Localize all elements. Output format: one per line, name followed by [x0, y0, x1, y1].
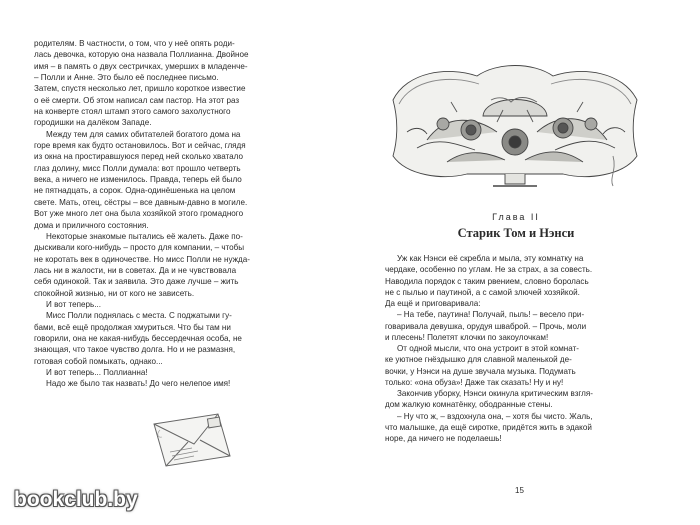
- left-line: горе время как будто остановилось. Вот и сейчас, глядя: [34, 141, 246, 151]
- left-line: не коротать век в одиночестве. Но мисс Полли не нуждa-: [34, 254, 250, 264]
- left-line: века, а ничего не изменилось. Правда, теперь ей было: [34, 175, 242, 185]
- chapter-title: Старик Том и Нэнси: [457, 226, 575, 240]
- right-line: не с пылью и паутиной, а с самой злючей хозяйкой.: [385, 287, 580, 297]
- page-number: 15: [515, 486, 524, 495]
- left-line: не пятнадцать, а сорок. Одна-одинёшенька на целом: [34, 186, 236, 196]
- left-line: лась девочка, которую она назвала Поллианна. Двойное: [34, 50, 249, 60]
- left-line: спокойной жизнью, ни от кого не зависеть.: [34, 288, 195, 298]
- right-line: норе, да ничего не поделаешь!: [385, 434, 502, 443]
- right-line: только: «она обуза»! Даже так сказать! Ну и ну!: [385, 377, 564, 387]
- right-line: дом жалкую комнатёнку, ободранные стены.: [385, 400, 553, 410]
- left-line: родителям. В частности, о том, что у неё опять роди-: [34, 39, 235, 48]
- right-line: Уж как Нэнси её скребла и мыла, эту комнатку на: [397, 254, 584, 263]
- left-line: И вот теперь...: [46, 299, 102, 309]
- chapter-number: Глава II: [492, 212, 540, 222]
- left-line: Затем, спустя несколько лет, пришло короткое известие: [34, 84, 246, 94]
- left-line: дыскивали кого-нибудь – просто для компании, – чтобы: [34, 243, 245, 253]
- right-line: чердаке, особенно по углам. Не за страх, а за совесть.: [385, 265, 593, 275]
- left-page: [34, 38, 320, 390]
- left-line: Некоторые знакомые пытались её жалеть. Даже по-: [46, 231, 243, 241]
- right-line: говаривала девушка, орудуя шваброй. – Прочь, моли: [385, 321, 587, 331]
- right-page: [385, 253, 665, 444]
- flower-bouquet-illustration: [387, 52, 643, 192]
- right-line: Да ещё и приговаривала:: [385, 299, 481, 308]
- left-line: глаз долину, мисс Полли думала: вот прошло четверть: [34, 163, 241, 173]
- right-line: Наводила порядок с таким рвением, словно боролась: [385, 276, 589, 286]
- left-line: на конверте стоял штамп этого самого захолустного: [34, 107, 231, 117]
- left-line: о её смерти. Об этом написал сам пастор. На этот раз: [34, 95, 240, 105]
- left-line: имя – в память о двух сестричках, умерших в младенче-: [34, 61, 248, 71]
- left-line: И вот теперь... Поллианна!: [46, 367, 148, 377]
- left-line: говорили, она не какая-нибудь бессердечная особа, не: [34, 333, 242, 343]
- left-line: бами, всё ещё продолжая хмуриться. Что бы там ни: [34, 322, 231, 332]
- left-line: Вот уже много лет она была хозяйкой этого громадного: [34, 209, 244, 219]
- left-line: себя одинокой. Так и заявила. Это даже лучше – жить: [34, 277, 239, 287]
- right-line: Закончив уборку, Нэнси окинула критическим взгля-: [397, 389, 593, 398]
- right-line: – На тебе, паутина! Получай, пыль! – весело при-: [397, 310, 585, 320]
- left-line: Надо же было так назвать! До чего нелепое имя!: [46, 379, 231, 389]
- left-line: – Полли и Анне. Это было её последнее письмо.: [34, 73, 219, 83]
- left-line: дома и приличного состояния.: [34, 220, 149, 230]
- right-line: – Ну что ж, – вздохнула она, – хотя бы чисто. Жаль,: [397, 411, 593, 421]
- envelope-icon: [148, 404, 238, 474]
- watermark: bookclub.by: [14, 488, 138, 511]
- left-line: лась ни в жалости, ни в советах. Да и не чувствовала: [34, 265, 237, 275]
- left-line: готовая собой помыкать, однако...: [34, 356, 163, 366]
- left-line: знающая, что такое чувство долга. Но и не размазня,: [34, 345, 236, 355]
- left-line: городишки на далёком Западе.: [34, 118, 152, 128]
- left-line: Между тем для самих обитателей богатого дома на: [46, 129, 241, 139]
- left-line: свете. Мать, отец, сёстры – все давным-давно в могиле.: [34, 197, 248, 207]
- right-line: ке уютное гнёздышко для славной маленькой де-: [385, 355, 572, 365]
- right-line: и плесень! Полетят клочки по закоулочкам!: [385, 332, 549, 342]
- right-line: что малышке, да ещё сиротке, придётся жить в эдакой: [385, 422, 592, 432]
- left-line: из окна на простиравшуюся перед ней сколько хватало: [34, 152, 243, 162]
- right-line: От одной мысли, что она устроит в этой комнат-: [397, 344, 579, 353]
- left-line: Мисс Полли поднялась с места. С поджатыми гу-: [46, 311, 232, 321]
- right-line: вочки, у Нэнси на душе звучала музыка. Подумать: [385, 366, 576, 376]
